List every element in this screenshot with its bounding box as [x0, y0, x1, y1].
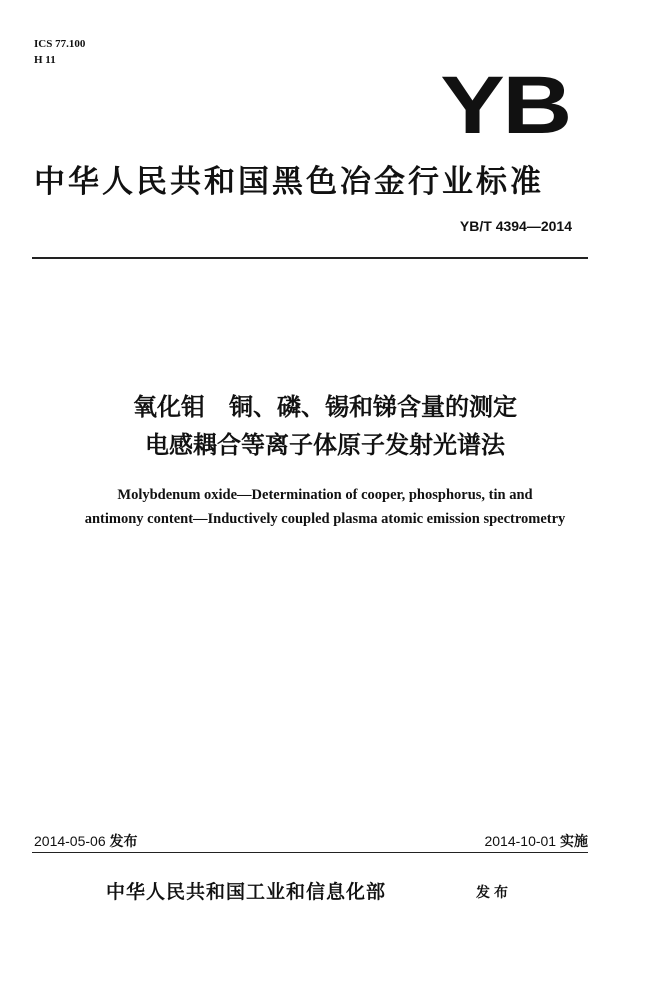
ccs-code: H 11: [34, 54, 56, 66]
implement-date: 2014-10-01: [484, 833, 557, 849]
issue-date-block: [34, 831, 138, 851]
english-title-line-1: Molybdenum oxide—Determination of cooper, phosphorus, tin and: [117, 487, 533, 503]
org-title: 中华人民共和国黑色冶金行业标准: [34, 164, 544, 200]
standard-number: YB/T 4394—2014: [459, 218, 572, 234]
chinese-title-line-1: 氧化钼 铜、磷、锡和锑含量的测定: [133, 393, 517, 421]
yb-logo: YB: [440, 60, 570, 151]
classification-block: [34, 36, 85, 68]
english-title-line-2: antimony content—Inductively coupled plasma atomic emission spectrometry: [84, 511, 566, 527]
implement-date-block: [484, 831, 588, 851]
bottom-divider: [32, 852, 588, 853]
issue-label: 发布: [109, 834, 138, 850]
issuing-authority: 中华人民共和国工业和信息化部: [106, 881, 387, 903]
ics-code: ICS 77.100: [34, 38, 86, 50]
issue-date: 2014-05-06: [34, 833, 106, 849]
chinese-title-line-2: 电感耦合等离子体原子发射光谱法: [145, 431, 505, 459]
top-divider: [32, 257, 588, 259]
implement-label: 实施: [560, 834, 588, 850]
issue-word: 发布: [476, 885, 512, 901]
